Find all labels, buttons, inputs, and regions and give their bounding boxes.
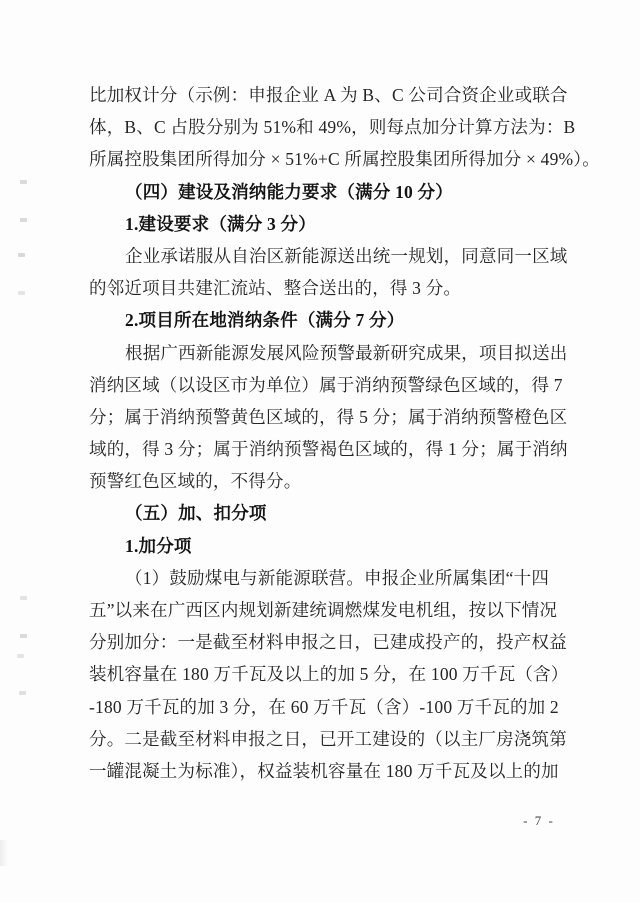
text-line: 比加权计分（示例：申报企业 A 为 B、C 公司合资企业或联合 xyxy=(89,85,568,105)
text-line: -180 万千瓦的加 3 分，在 60 万千瓦（含）-100 万千瓦的加 2 xyxy=(89,696,559,717)
scan-artifact xyxy=(18,253,25,257)
text-line: 装机容量在 180 万千瓦及以上的加 5 分，在 100 万千瓦（含） xyxy=(89,664,569,685)
paragraph-first-line: 企业承诺服从自治区新能源送出统一规划，同意同一区域 xyxy=(125,245,568,266)
text-line: 分别加分：一是截至材料申报之日，已建成投产的，投产权益 xyxy=(89,632,567,653)
scan-artifact xyxy=(18,291,25,295)
text-line: 消纳区域（以设区市为单位）属于消纳预警绿色区域的，得 7 xyxy=(89,374,563,395)
text-line: 域的，得 3 分；属于消纳预警褐色区域的，得 1 分；属于消纳 xyxy=(89,439,568,460)
paragraph-first-line: （1）鼓励煤电与新能源联营。申报企业所属集团“十四 xyxy=(125,567,550,588)
text-line: 的邻近项目共建汇流站、整合送出的，得 3 分。 xyxy=(89,278,462,299)
section-heading: （四）建设及消纳能力要求（满分 10 分） xyxy=(125,181,453,202)
text-line: 一罐混凝土为标准），权益装机容量在 180 万千瓦及以上的加 xyxy=(89,760,559,781)
text-line: 五”以来在广西区内规划新建统调燃煤发电机组，按以下情况 xyxy=(89,600,558,620)
text-line: 体，B、C 占股分别为 51%和 49%，则每点加分计算方法为：B xyxy=(89,117,576,138)
subsection-heading: 2.项目所在地消纳条件（满分 7 分） xyxy=(125,310,405,331)
scan-artifact xyxy=(19,691,26,695)
page-number: - 7 - xyxy=(523,813,555,828)
text-line: 预警红色区域的，不得分。 xyxy=(89,471,302,492)
subsection-heading: 1.建设要求（满分 3 分） xyxy=(125,213,316,234)
scan-artifact xyxy=(20,634,27,638)
subsection-heading: 1.加分项 xyxy=(125,535,192,556)
text-line: 分。二是截至材料申报之日，已开工建设的（以主厂房浇筑第 xyxy=(89,728,567,749)
section-heading: （五）加、扣分项 xyxy=(125,503,267,524)
text-line: 分；属于消纳预警黄色区域的，得 5 分；属于消纳预警橙色区 xyxy=(89,406,568,427)
scan-artifact xyxy=(20,218,27,222)
scan-artifact xyxy=(20,596,27,600)
paragraph-first-line: 根据广西新能源发展风险预警最新研究成果，项目拟送出 xyxy=(125,342,568,363)
scan-artifact xyxy=(20,180,27,184)
document-body xyxy=(89,79,600,787)
text-line: 所属控股集团所得加分 × 51%+C 所属控股集团所得加分 × 49%）。 xyxy=(89,149,600,170)
scan-smudge xyxy=(0,840,8,866)
scan-artifact xyxy=(17,654,24,658)
